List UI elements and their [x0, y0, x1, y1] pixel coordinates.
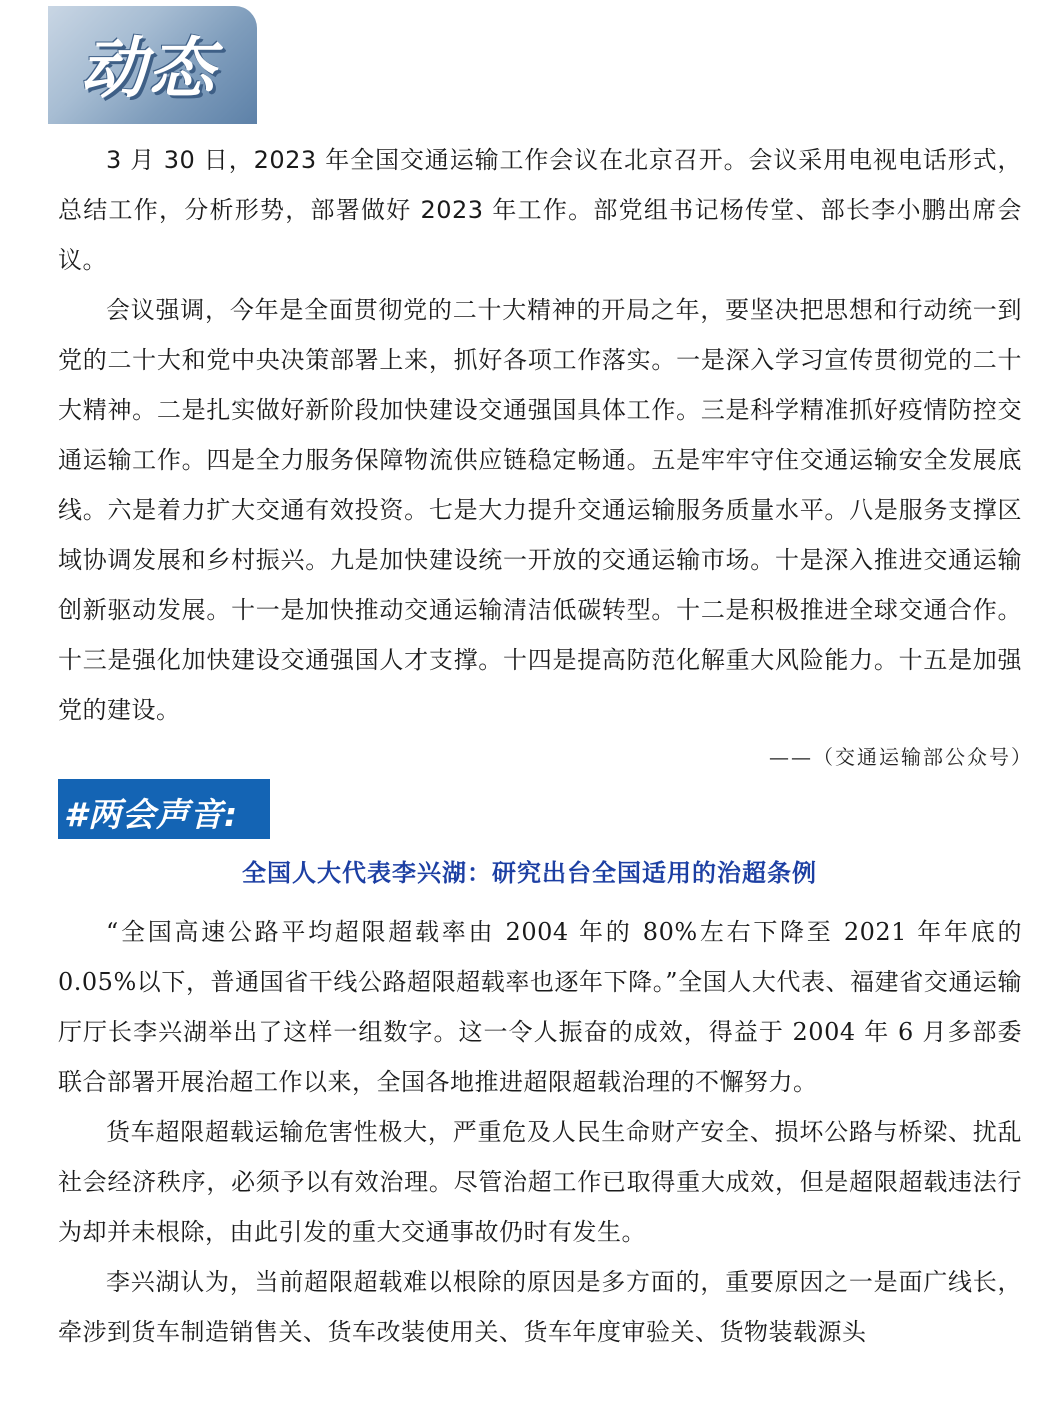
news-source: ——（交通运输部公众号）	[769, 745, 1033, 769]
tag-label: #两会声音:	[64, 795, 239, 834]
news-paragraph-2: 会议强调，今年是全面贯彻党的二十大精神的开局之年，要坚决把思想和行动统一到党的二十大和党中央决策部署上来，抓好各项工作落实。一是深入学习宣传贯彻党的二十大精神。二是扎实做好新阶段加快建设交通强国具体工作。三是科学精准抓好疫情防控交通运输工作。四是全力服务保障物流供应链稳定畅通。五是牢牢守住交通运输安全发展底线。六是着力扩大交通有效投资。七是大力提升交通运输服务质量水平。八是服务支撑区域协调发展和乡村振兴。九是加快建设统一开放的交通运输市场。十是深入推进交通运输创新驱动发展。十一是加快推动交通运输清洁低碳转型。十二是积极推进全球交通合作。十三是强化加快建设交通强国人才支撑。十四是提高防范化解重大风险能力。十五是加强党的建设。	[58, 296, 1022, 724]
section-title: 动态	[80, 30, 216, 107]
voices-paragraph-1: “全国高速公路平均超限超载率由 2004 年的 80%左右下降至 2021 年年底的 0.05%以下，普通国省干线公路超限超载率也逐年下降。”全国人大代表、福建省交通运输厅厅长李兴湖举出了这样一组数字。这一令人振奋的成效，得益于 2004 年 6 月多部委联合部署开展治超工作以来，全国各地推进超限超载治理的不懈努力。	[58, 918, 1022, 1096]
voices-section	[58, 907, 1022, 1357]
voices-paragraph-2: 货车超限超载运输危害性极大，严重危及人民生命财产安全、损坏公路与桥梁、扰乱社会经济秩序，必须予以有效治理。尽管治超工作已取得重大成效，但是超限超载违法行为却并未根除，由此引发的重大交通事故仍时有发生。	[58, 1118, 1022, 1246]
news-section	[58, 135, 1022, 735]
voices-paragraph-3: 李兴湖认为，当前超限超载难以根除的原因是多方面的，重要原因之一是面广线长，牵涉到货车制造销售关、货车改装使用关、货车年度审验关、货物装载源头	[58, 1268, 1022, 1346]
article-headline: 全国人大代表李兴湖：研究出台全国适用的治超条例	[242, 859, 817, 887]
news-paragraph-1: 3 月 30 日，2023 年全国交通运输工作会议在北京召开。会议采用电视电话形式，总结工作，分析形势，部署做好 2023 年工作。部党组书记杨传堂、部长李小鹏出席会议。	[58, 146, 1022, 274]
